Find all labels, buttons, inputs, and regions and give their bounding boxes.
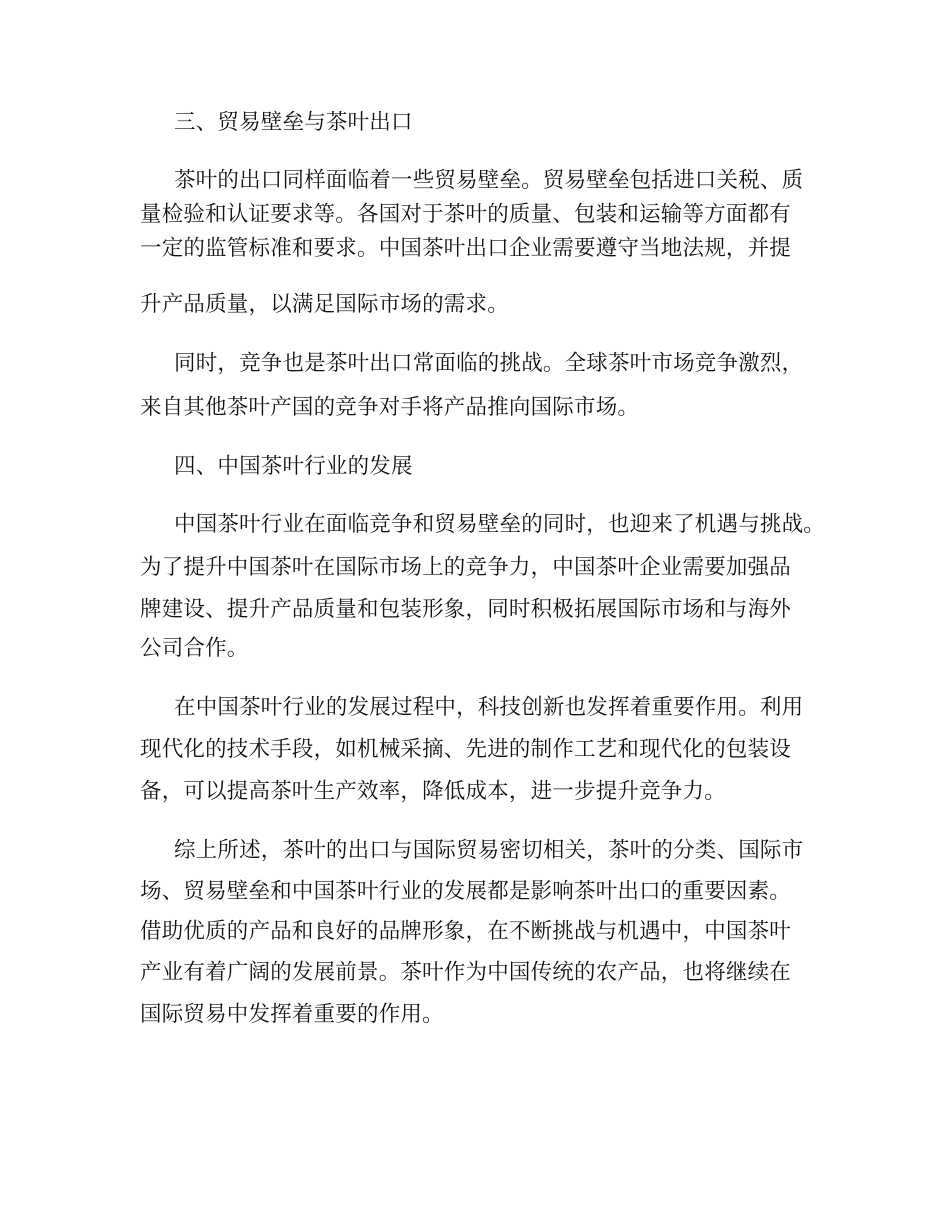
paragraph-line: 公司合作。 (140, 636, 249, 661)
paragraph-line: 茶叶的出口同样面临着一些贸易壁垒。贸易壁垒包括进口关税、质 (174, 168, 804, 193)
paragraph-line: 升产品质量，以满足国际市场的需求。 (140, 292, 509, 317)
paragraph-line: 产业有着广阔的发展前景。茶叶作为中国传统的农产品，也将继续在 (140, 960, 792, 985)
paragraph-line: 为了提升中国茶叶在国际市场上的竞争力，中国茶叶企业需要加强品 (140, 555, 792, 580)
paragraph-line: 牌建设、提升产品质量和包装形象，同时积极拓展国际市场和与海外 (140, 597, 792, 622)
paragraph-line: 在中国茶叶行业的发展过程中，科技创新也发挥着重要作用。利用 (174, 695, 804, 720)
paragraph-line: 综上所述，茶叶的出口与国际贸易密切相关，茶叶的分类、国际市 (174, 838, 804, 863)
paragraph-line: 借助优质的产品和良好的品牌形象，在不断挑战与机遇中，中国茶叶 (140, 919, 792, 944)
paragraph-line: 来自其他茶叶产国的竞争对手将产品推向国际市场。 (140, 395, 640, 420)
paragraph-line: 同时，竞争也是茶叶出口常面临的挑战。全球茶叶市场竞争激烈， (174, 351, 804, 376)
paragraph-line: 量检验和认证要求等。各国对于茶叶的质量、包装和运输等方面都有 (140, 202, 792, 227)
paragraph-line: 国际贸易中发挥着重要的作用。 (140, 1002, 444, 1027)
paragraph-line: 备，可以提高茶叶生产效率，降低成本，进一步提升竞争力。 (140, 779, 726, 804)
paragraph-line: 现代化的技术手段，如机械采摘、先进的制作工艺和现代化的包装设 (140, 737, 792, 762)
paragraph-line: 场、贸易壁垒和中国茶叶行业的发展都是影响茶叶出口的重要因素。 (140, 879, 792, 904)
paragraph-line: 中国茶叶行业在面临竞争和贸易壁垒的同时，也迎来了机遇与挑战。 (174, 512, 826, 537)
section-heading-4: 四、中国茶叶行业的发展 (174, 454, 413, 479)
section-heading-3: 三、贸易壁垒与茶叶出口 (174, 110, 413, 135)
paragraph-line: 一定的监管标准和要求。中国茶叶出口企业需要遵守当地法规，并提 (140, 236, 792, 261)
